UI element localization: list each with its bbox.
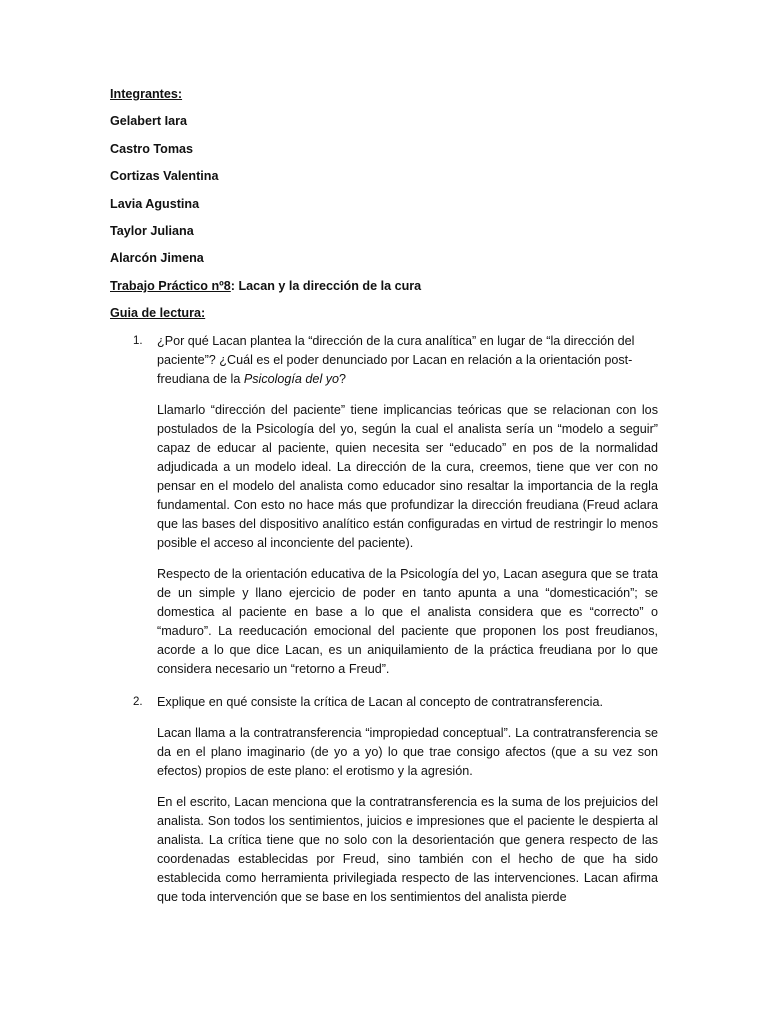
question-text: ¿Por qué Lacan plantea la “dirección de la cura analítica” en lugar de “la dirección del paciente”? ¿Cuál es el poder denunciado por Lacan en relación a la orientación post-freudiana de la Psicología del yo? [157, 334, 635, 386]
member-name: Alarcón Jimena [110, 251, 204, 266]
assignment-title [110, 279, 670, 294]
question-item [110, 693, 658, 907]
question-item [110, 332, 658, 679]
members-label: Integrantes: [110, 87, 183, 101]
assignment-topic: : Lacan y la dirección de la cura [230, 278, 422, 293]
assignment-label: Trabajo Práctico nº8 [110, 278, 231, 293]
answer-paragraph: En el escrito, Lacan menciona que la contratransferencia es la suma de los prejuicios del analista. Son todos los sentimientos, juicios e impresiones que el paciente le despierta al analista. La crítica tiene que no solo con la desorientación que genera respecto de las coordenadas establecidas por Freud, sino también con el hecho de que ha sido establecida como herramienta privilegiada respecto de las intervenciones. Lacan afirma que toda intervención que se base en los sentimientos del analista pierde [157, 795, 658, 904]
question-number: 2. [133, 696, 143, 708]
question-number: 1. [133, 335, 143, 347]
answer-paragraph: Lacan llama a la contratransferencia “impropiedad conceptual”. La contratransferencia se da en el plano imaginario (de yo a yo) lo que trae consigo afectos (que a su vez son efectos) propios de este plano: el erotismo y la agresión. [157, 726, 658, 778]
reading-guide-label: Guia de lectura: [110, 306, 206, 321]
answer-paragraph: Respecto de la orientación educativa de la Psicología del yo, Lacan asegura que se trata de un simple y llano ejercicio de poder en tanto apunta a una “domesticación”; se domestica al paciente en base a lo que el analista considera que es “correcto” o “maduro”. La reeducación emocional del paciente que proponen los post freudianos, acorde a lo que dice Lacan, es un aniquilamiento de la práctica freudiana por lo que considera necesario un “retorno a Freud”. [157, 567, 658, 676]
question-text: Explique en qué consiste la crítica de Lacan al concepto de contratransferencia. [157, 695, 603, 709]
header-block [110, 87, 670, 334]
member-name: Taylor Juliana [110, 223, 194, 238]
question-italic-term: Psicología del yo [243, 372, 340, 386]
question-list [110, 332, 658, 907]
member-name: Lavia Agustina [110, 196, 200, 211]
answer-paragraph: Llamarlo “dirección del paciente” tiene implicancias teóricas que se relacionan con los postulados de la Psicología del yo, según la cual el analista sería un “modelo a seguir” capaz de educar al paciente, quien necesita ser “educado” en pos de la normalidad adjudicada a un modelo ideal. La dirección de la cura, creemos, tiene que ver con no pensar en el modelo del analista como educador sino resaltar la importancia de la regla fundamental. Con esto no hace más que profundizar la dirección freudiana (Freud aclara que las bases del dispositivo analítico están configuradas en virtud de restringir lo menos posible el acceso al inconciente del paciente). [157, 403, 658, 550]
member-name: Castro Tomas [110, 141, 194, 156]
member-name: Cortizas Valentina [110, 169, 219, 184]
member-name: Gelabert Iara [110, 114, 188, 129]
